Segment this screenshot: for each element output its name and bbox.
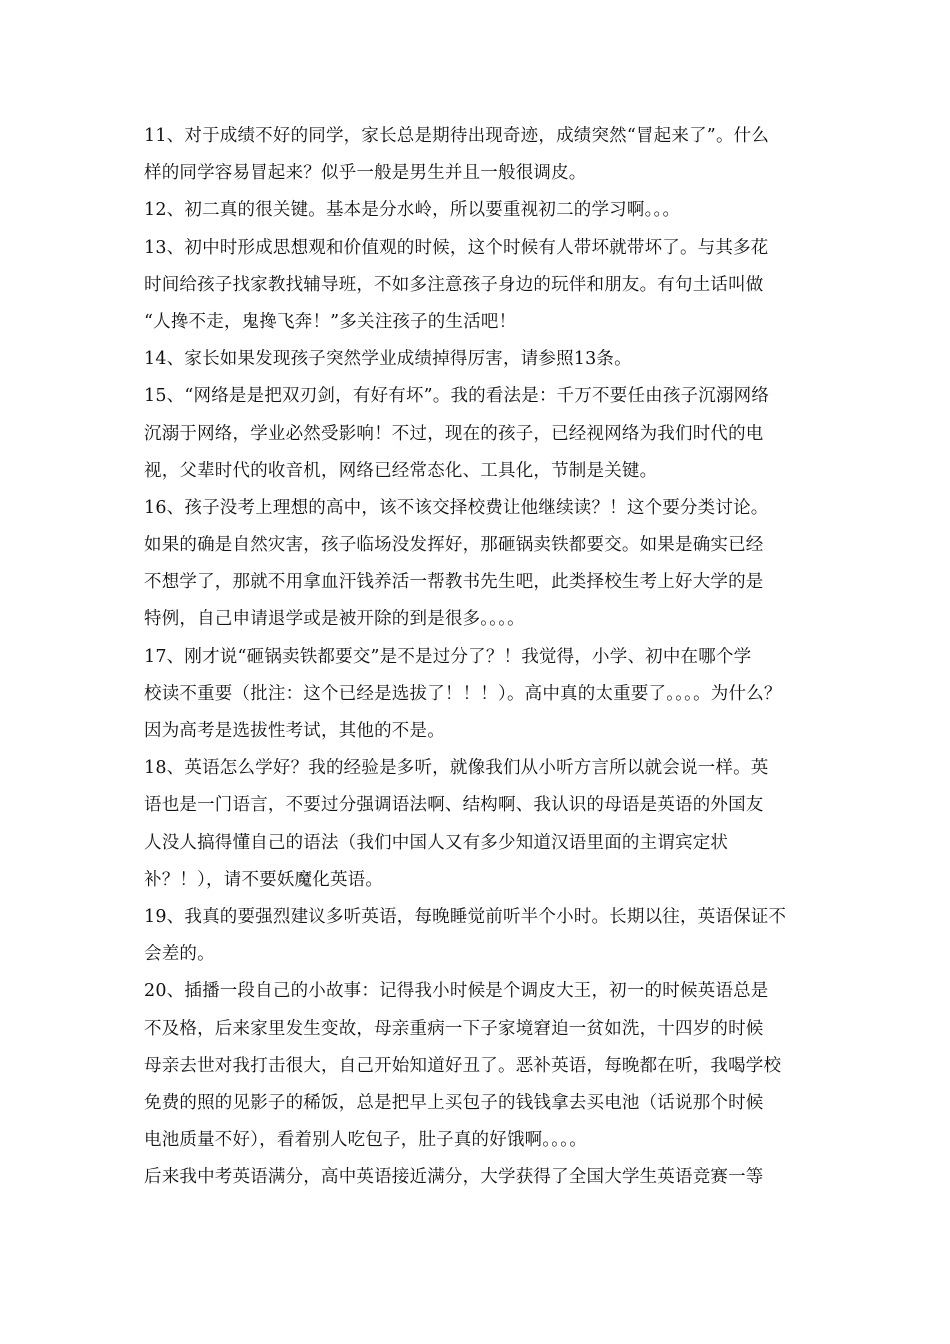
text-line: 13、初中时形成思想观和价值观的时候，这个时候有人带坏就带坏了。与其多花 — [144, 237, 769, 258]
text-line: 人没人搞得懂自己的语法（我们中国人又有多少知道汉语里面的主谓宾定状 — [144, 832, 729, 853]
text-line: 不想学了，那就不用拿血汗钱养活一帮教书先生吧，此类择校生考上好大学的是 — [144, 572, 764, 593]
text-line: 如果的确是自然灾害，孩子临场没发挥好，那砸锅卖铁都要交。如果是确实已经 — [144, 535, 764, 556]
text-line: 时间给孩子找家教找辅导班，不如多注意孩子身边的玩伴和朋友。有句土话叫做 — [144, 274, 764, 295]
text-line: 样的同学容易冒起来？似乎一般是男生并且一般很调皮。 — [144, 163, 587, 184]
text-line: 15、“网络是是把双刃剑，有好有坏”。我的看法是：千万不要任由孩子沉溺网络 — [144, 386, 770, 407]
text-line: 16、孩子没考上理想的高中，该不该交择校费让他继续读？！这个要分类讨论。 — [144, 497, 769, 518]
text-line: 电池质量不好），看着别人吃包子，肚子真的好饿啊。。。。 — [144, 1130, 587, 1151]
text-line: 14、家长如果发现孩子突然学业成绩掉得厉害，请参照13条。 — [144, 349, 632, 370]
text-line: 会差的。 — [144, 944, 215, 965]
text-line: 视，父辈时代的收音机，网络已经常态化、工具化，节制是关键。 — [144, 460, 658, 481]
text-line: 17、刚才说“砸锅卖铁都要交”是不是过分了？！我觉得，小学、初中在哪个学 — [144, 646, 752, 667]
text-line: 20、插播一段自己的小故事：记得我小时候是个调皮大王，初一的时候英语总是 — [144, 981, 769, 1002]
text-line: 补？！），请不要妖魔化英语。 — [144, 869, 384, 890]
text-line: 免费的照的见影子的稀饭，总是把早上买包子的钱钱拿去买电池（话说那个时候 — [144, 1092, 764, 1113]
text-line: 11、对于成绩不好的同学，家长总是期待出现奇迹，成绩突然“冒起来了”。什么 — [144, 126, 770, 146]
text-line: 12、初二真的很关键。基本是分水岭，所以要重视初二的学习啊。。。 — [144, 200, 681, 221]
text-line: 校读不重要（批注：这个已经是选拔了！！！）。高中真的太重要了。。。。为什么？ — [144, 683, 782, 704]
text-line: 特例，自己申请退学或是被开除的到是很多。。。。 — [144, 609, 525, 630]
document-body — [144, 118, 824, 1196]
text-line: 18、英语怎么学好？我的经验是多听，就像我们从小听方言所以就会说一样。英 — [144, 758, 769, 779]
text-line: 语也是一门语言，不要过分强调语法啊、结构啊、我认识的母语是英语的外国友 — [144, 795, 764, 816]
text-line: 母亲去世对我打击很大，自己开始知道好丑了。恶补英语，每晚都在听，我喝学校 — [144, 1055, 782, 1076]
text-line: 19、我真的要强烈建议多听英语，每晚睡觉前听半个小时。长期以往，英语保证不 — [144, 906, 787, 927]
text-line: 后来我中考英语满分，高中英语接近满分，大学获得了全国大学生英语竞赛一等 — [144, 1167, 764, 1188]
text-line: “人搀不走，鬼搀飞奔！”多关注孩子的生活吧！ — [144, 311, 517, 332]
text-line: 沉溺于网络，学业必然受影响！不过，现在的孩子，已经视网络为我们时代的电 — [144, 423, 764, 444]
text-line: 因为高考是选拔性考试，其他的不是。 — [144, 721, 445, 741]
text-line: 不及格，后来家里发生变故，母亲重病一下子家境窘迫一贫如洗，十四岁的时候 — [144, 1018, 764, 1039]
